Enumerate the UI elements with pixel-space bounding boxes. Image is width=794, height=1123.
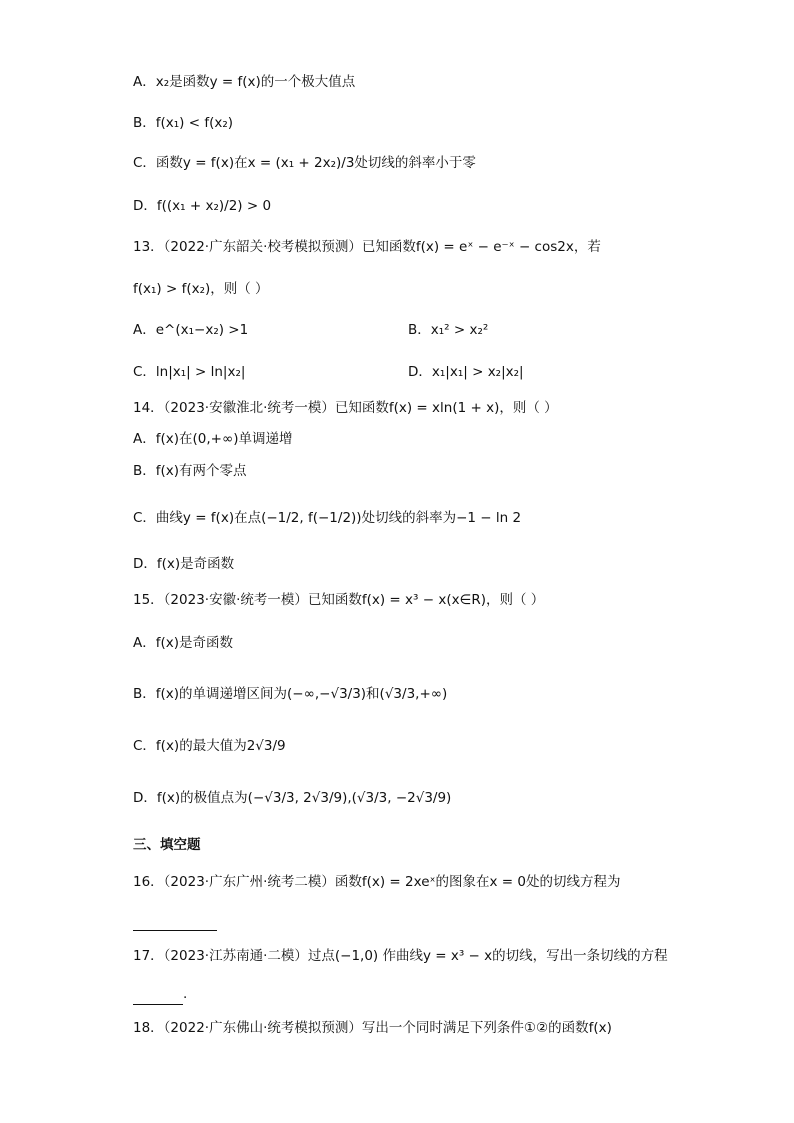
q13-option-a: A．e^(x₁−x₂) >1 — [133, 322, 249, 338]
q15-option-d: D．f(x)的极值点为(−√3/3, 2√3/9),(√3/3, −2√3/9) — [133, 790, 452, 806]
q17-answer-row[interactable] — [133, 984, 187, 1005]
q13-option-d: D．x₁|x₁| > x₂|x₂| — [408, 364, 524, 380]
q14-option-a: A．f(x)在(0,+∞)单调递增 — [133, 431, 293, 447]
section-title-fill-in: 三、填空题 — [133, 837, 201, 853]
q12-option-a: A．x₂是函数y = f(x)的一个极大值点 — [133, 74, 356, 90]
q18-stem: 18．（2022·广东佛山·统考模拟预测）写出一个同时满足下列条件①②的函数f(x) — [133, 1020, 612, 1036]
q15-option-c: C．f(x)的最大值为2√3/9 — [133, 738, 286, 754]
q12-option-c: C．函数y = f(x)在x = (x₁ + 2x₂)/3处切线的斜率小于零 — [133, 155, 476, 171]
q13-option-b: B．x₁² > x₂² — [408, 322, 489, 338]
q17-answer-period: . — [183, 986, 188, 1002]
q15-option-a: A．f(x)是奇函数 — [133, 635, 234, 651]
q12-option-b: B．f(x₁) < f(x₂) — [133, 115, 234, 131]
q12-option-d: D．f((x₁ + x₂)/2) > 0 — [133, 198, 272, 214]
q14-option-b: B．f(x)有两个零点 — [133, 463, 247, 479]
q16-stem: 16．（2023·广东广州·统考二模）函数f(x) = 2xeˣ的图象在x = 0处的切线方程为 — [133, 874, 621, 890]
answer-blank-line[interactable] — [133, 984, 183, 1005]
q13-stem-line2: f(x₁) > f(x₂)，则（ ） — [133, 281, 269, 297]
q16-answer-blank[interactable] — [133, 910, 217, 931]
answer-blank-line[interactable] — [133, 910, 217, 931]
q14-stem: 14．（2023·安徽淮北·统考一模）已知函数f(x) = xln(1 + x)，则（ ） — [133, 400, 558, 416]
q15-option-b: B．f(x)的单调递增区间为(−∞,−√3/3)和(√3/3,+∞) — [133, 686, 448, 702]
q13-stem-line1: 13．（2022·广东韶关·校考模拟预测）已知函数f(x) = eˣ − e⁻ˣ − cos2x，若 — [133, 239, 601, 255]
q14-option-d: D．f(x)是奇函数 — [133, 556, 235, 572]
q13-option-c: C．ln|x₁| > ln|x₂| — [133, 364, 246, 380]
q17-stem: 17．（2023·江苏南通·二模）过点(−1,0) 作曲线y = x³ − x的切线，写出一条切线的方程 — [133, 948, 668, 964]
q15-stem: 15．（2023·安徽·统考一模）已知函数f(x) = x³ − x(x∈R)，则（ ） — [133, 592, 545, 608]
q14-option-c: C．曲线y = f(x)在点(−1/2, f(−1/2))处切线的斜率为−1 − ln 2 — [133, 510, 522, 526]
